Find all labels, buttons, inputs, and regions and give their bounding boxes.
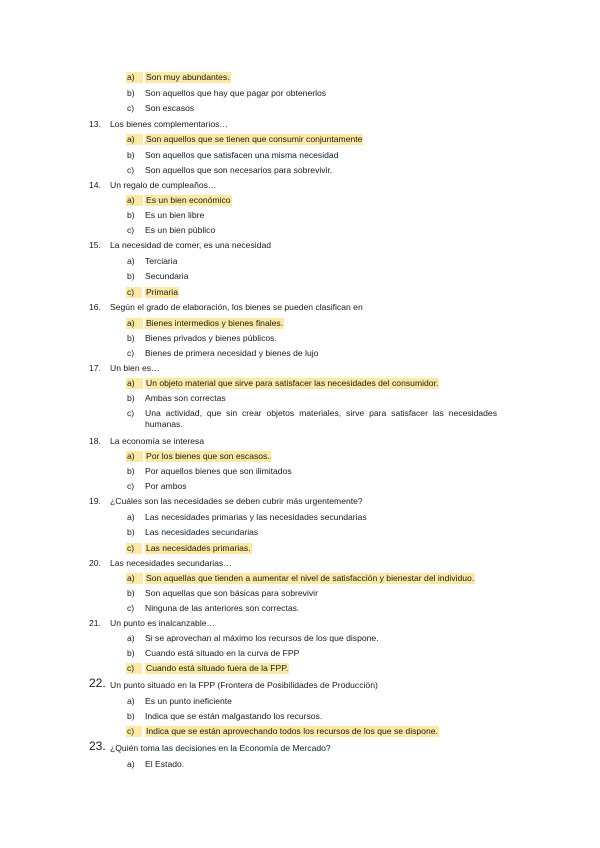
question-number: 23. bbox=[89, 739, 106, 753]
option-letter: a) bbox=[126, 134, 143, 145]
question-number: 21. bbox=[89, 618, 101, 628]
option-text: Ambas son correctas bbox=[145, 393, 226, 403]
question-number: 16. bbox=[89, 302, 101, 312]
option-text: Son muy abundantes. bbox=[146, 72, 230, 82]
option-text: Son aquellos que se tienen que consumir conjuntamente bbox=[146, 134, 363, 144]
option-letter: b) bbox=[127, 527, 135, 537]
question-text: Un punto situado en la FPP (Frontera de Posibilidades de Producción) bbox=[110, 680, 378, 690]
option-text: Por aquellos bienes que son ilimitados bbox=[145, 466, 292, 476]
option-text: Son aquellas que son básicas para sobrevivir bbox=[145, 588, 318, 598]
question-number: 14. bbox=[89, 180, 101, 190]
option-text: Terciaria bbox=[145, 256, 178, 266]
option-letter: c) bbox=[127, 165, 135, 175]
option-letter: c) bbox=[126, 663, 142, 674]
option-text: Son aquellos que son necesarios para sobrevivir. bbox=[145, 165, 333, 175]
option-text: El Estado. bbox=[145, 759, 185, 769]
option-text: Si se aprovechan al máximo los recursos de los que dispone. bbox=[145, 633, 379, 643]
option-letter: a) bbox=[127, 696, 135, 706]
option-letter: a) bbox=[127, 512, 135, 522]
option-letter: c) bbox=[127, 408, 135, 418]
option-letter: c) bbox=[127, 348, 135, 358]
option-letter: b) bbox=[127, 271, 135, 281]
option-letter: b) bbox=[127, 150, 135, 160]
option-text: Por los bienes que son escasos. bbox=[146, 451, 270, 461]
option-letter: c) bbox=[127, 603, 135, 613]
option-letter: c) bbox=[126, 543, 142, 554]
option-text: Es un bien libre bbox=[145, 210, 205, 220]
option-letter: c) bbox=[126, 287, 142, 298]
option-text: Son escasos bbox=[145, 103, 195, 113]
option-text: Cuando está situado en la curva de FPP bbox=[145, 648, 300, 658]
option-letter: c) bbox=[127, 103, 135, 113]
option-text: Un objeto material que sirve para satisfacer las necesidades del consumidor. bbox=[146, 378, 439, 388]
option-letter: b) bbox=[127, 711, 135, 721]
option-text: Indica que se están aprovechando todos los recursos de los que se dispone. bbox=[146, 726, 438, 736]
option-text: Por ambos bbox=[145, 481, 187, 491]
option-text: Bienes privados y bienes públicos. bbox=[145, 333, 277, 343]
question-text: ¿Quién toma las decisiones en la Economía de Mercado? bbox=[110, 743, 331, 753]
option-text: Ninguna de las anteriores son correctas. bbox=[145, 603, 300, 613]
question-text: Los bienes complementarios… bbox=[110, 119, 228, 129]
option-letter: a) bbox=[126, 72, 143, 83]
option-letter: b) bbox=[127, 393, 135, 403]
option-text: Cuando está situado fuera de la FPP. bbox=[146, 663, 289, 673]
question-text: ¿Cuáles son las necesidades se deben cubrir más urgentemente? bbox=[110, 496, 363, 506]
option-text: Son aquellos que satisfacen una misma necesidad bbox=[145, 150, 339, 160]
option-text: Son aquellos que hay que pagar por obtenerlos bbox=[145, 88, 327, 98]
option-letter: a) bbox=[126, 573, 143, 584]
option-letter: b) bbox=[127, 88, 135, 98]
option-text: Las necesidades primarias. bbox=[146, 543, 251, 553]
option-text: Las necesidades secundarias bbox=[145, 527, 259, 537]
option-letter: a) bbox=[127, 633, 135, 643]
question-number: 13. bbox=[89, 119, 101, 129]
option-text: Bienes intermedios y bienes finales. bbox=[146, 318, 284, 328]
option-text: Bienes de primera necesidad y bienes de lujo bbox=[145, 348, 319, 358]
question-text: Un regalo de cumpleaños… bbox=[110, 180, 217, 190]
option-letter: a) bbox=[127, 256, 135, 266]
option-letter: a) bbox=[126, 378, 143, 389]
option-text: Es un bien económico bbox=[146, 195, 231, 205]
option-letter: a) bbox=[126, 195, 143, 206]
option-letter: b) bbox=[127, 588, 135, 598]
option-letter: a) bbox=[126, 451, 143, 462]
question-number: 22. bbox=[89, 676, 106, 690]
question-text: Las necesidades secundarias… bbox=[110, 558, 232, 568]
option-letter: c) bbox=[126, 726, 142, 737]
question-number: 19. bbox=[89, 496, 101, 506]
question-text: Según el grado de elaboración, los bienes se pueden clasifican en bbox=[110, 302, 363, 312]
option-text: Secundaria bbox=[145, 271, 189, 281]
option-letter: a) bbox=[126, 318, 143, 329]
option-text: Primaria bbox=[146, 287, 178, 297]
option-letter: a) bbox=[127, 759, 135, 769]
option-text: Las necesidades primarias y las necesidades secundarias bbox=[145, 512, 367, 522]
question-text: Un punto es inalcanzable… bbox=[110, 618, 216, 628]
question-number: 17. bbox=[89, 363, 101, 373]
question-text: La economía se interesa bbox=[110, 436, 205, 446]
option-text: Indica que se están malgastando los recursos. bbox=[145, 711, 323, 721]
option-letter: b) bbox=[127, 466, 135, 476]
question-number: 18. bbox=[89, 436, 101, 446]
option-letter: b) bbox=[127, 648, 135, 658]
option-letter: b) bbox=[127, 210, 135, 220]
question-number: 20. bbox=[89, 558, 101, 568]
option-text: Es un punto ineficiente bbox=[145, 696, 232, 706]
option-text: Es un bien público bbox=[145, 225, 216, 235]
option-letter: b) bbox=[127, 333, 135, 343]
option-text: Son aquellas que tienden a aumentar el nivel de satisfacción y bienestar del individuo. bbox=[146, 573, 475, 583]
option-letter: c) bbox=[127, 225, 135, 235]
question-text: Un bien es… bbox=[110, 363, 160, 373]
option-text: Una actividad, que sin crear objetos materiales, sirve para satisfacer las necesidades humanas. bbox=[145, 408, 497, 429]
question-text: La necesidad de comer, es una necesidad bbox=[110, 240, 272, 250]
option-letter: c) bbox=[127, 481, 135, 491]
question-number: 15. bbox=[89, 240, 101, 250]
